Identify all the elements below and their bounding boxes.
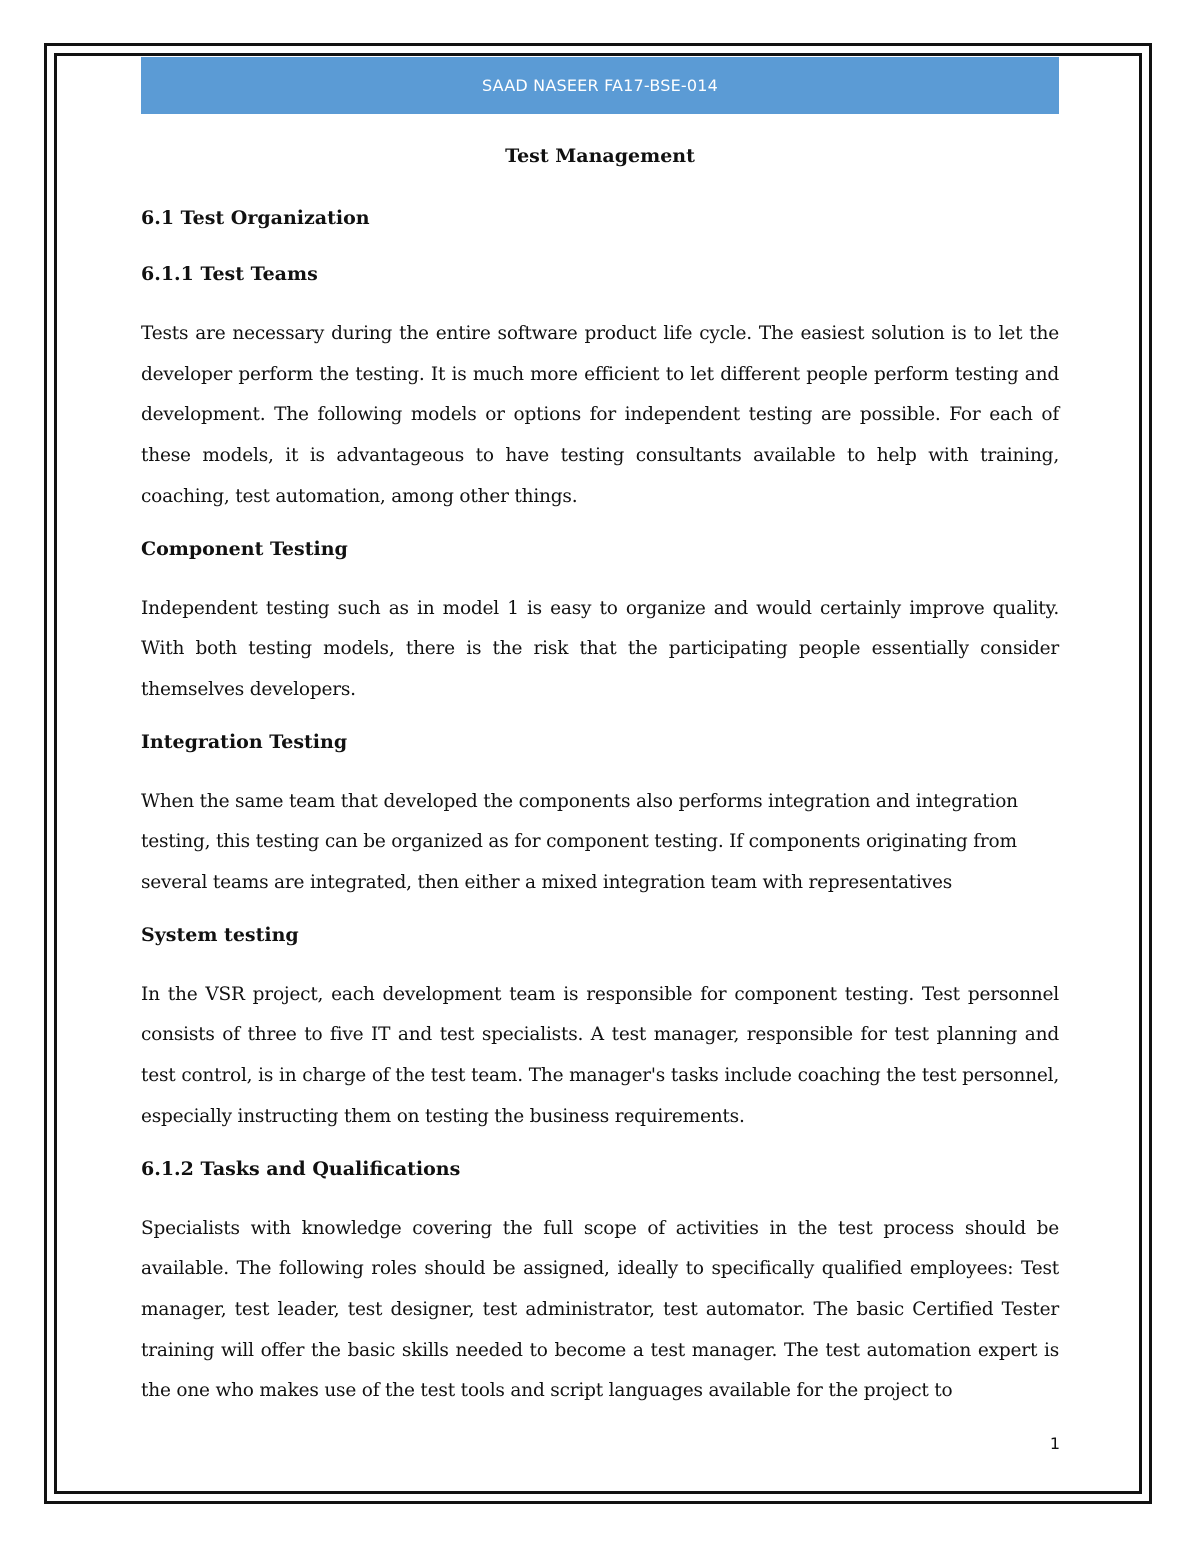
paragraph-component-testing: Independent testing such as in model 1 is easy to organize and would certainly improve quality. With both testing models, there is the risk that the participating people essentially consider themselves developers. (141, 597, 1059, 700)
document-body (141, 140, 1059, 1427)
section-heading-integration-testing: Integration Testing (141, 730, 348, 753)
section-heading-test-teams: 6.1.1 Test Teams (141, 263, 318, 285)
paragraph-system-testing: In the VSR project, each development team is responsible for component testing. Test personnel consists of three to five IT and test specialists. A test manager, responsible for test planning and test control, is in charge of the test team. The manager's tasks include coaching the test personnel, especially instructing them on testing the business requirements. (141, 983, 1059, 1127)
section-heading-test-organization: 6.1 Test Organization (141, 207, 370, 229)
section-heading-system-testing: System testing (141, 923, 299, 946)
paragraph-test-teams: Tests are necessary during the entire software product life cycle. The easiest solution is to let the developer perform the testing. It is much more efficient to let different people perform testing and development. The following models or options for independent testing are possible. For each of these models, it is advantageous to have testing consultants available to help with training, coaching, test automation, among other things. (141, 323, 1059, 507)
header-band (141, 57, 1059, 114)
document-title: Test Management (505, 145, 695, 167)
section-heading-tasks-and-qualifications: 6.1.2 Tasks and Qualifications (141, 1157, 461, 1180)
section-heading-component-testing: Component Testing (141, 537, 348, 560)
paragraph-tasks-and-qualifications: Specialists with knowledge covering the full scope of activities in the test process should be available. The following roles should be assigned, ideally to specifically qualified employees: Test manager, test leader, test designer, test administrator, test automator. The basic Certified Tester training will offer the basic skills needed to become a test manager. The test automation expert is the one who makes use of the test tools and script languages available for the project to (141, 1217, 1059, 1402)
page-number: 1 (1049, 1434, 1060, 1453)
paragraph-integration-testing: When the same team that developed the components also performs integration and integration testing, this testing can be organized as for component testing. If components originating from several teams are integrated, then either a mixed integration team with representatives (141, 790, 1018, 894)
header-text: SAAD NASEER FA17-BSE-014 (481, 76, 718, 95)
